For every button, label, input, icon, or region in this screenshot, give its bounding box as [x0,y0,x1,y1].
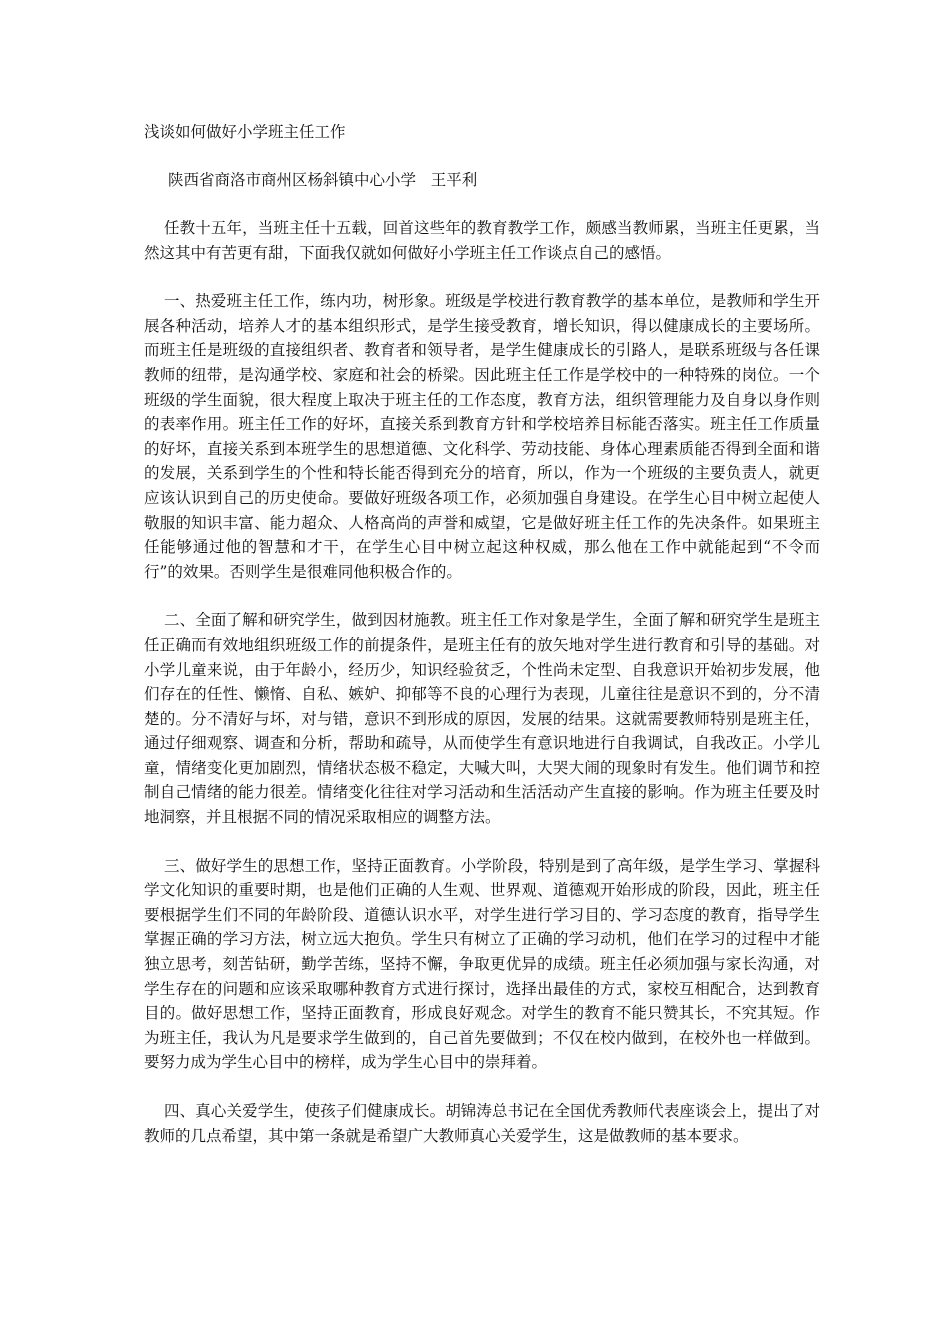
paragraph-section-4: 四、真心关爱学生，使孩子们健康成长。胡锦涛总书记在全国优秀教师代表座谈会上，提出了对教师的几点希望，其中第一条就是希望广大教师真心关爱学生，这是做教师的基本要求。 [144,1102,820,1145]
document-author: 陕西省商洛市商州区杨斜镇中心小学 王平利 [168,171,478,189]
paragraph-section-1: 一、热爱班主任工作，练内功，树形象。班级是学校进行教育教学的基本单位，是教师和学生开展各种活动，培养人才的基本组织形式，是学生接受教育，增长知识，得以健康成长的主要场所。而班主任是班级的直接组织者、教育者和领导者，是学生健康成长的引路人，是联系班级与各任课教师的纽带，是沟通学校、家庭和社会的桥梁。因此班主任工作是学校中的一种特殊的岗位。一个班级的学生面貌，很大程度上取决于班主任的工作态度，教育方法，组织管理能力及自身以身作则的表率作用。班主任工作的好坏，直接关系到教育方针和学校培养目标能否落实。班主任工作质量的好坏，直接关系到本班学生的思想道德、文化科学、劳动技能、身体心理素质能否得到全面和谐的发展，关系到学生的个性和特长能否得到充分的培育，所以，作为一个班级的主要负责人，就更应该认识到自己的历史使命。要做好班级各项工作，必须加强自身建设。在学生心目中树立起使人敬服的知识丰富、能力超众、人格高尚的声誉和威望，它是做好班主任工作的先决条件。如果班主任能够通过他的智慧和才干，在学生心目中树立起这种权威，那么他在工作中就能起到“不令而行”的效果。否则学生是很难同他积极合作的。 [144,292,820,581]
document-title: 浅谈如何做好小学班主任工作 [144,123,346,141]
paragraph-section-2: 二、全面了解和研究学生，做到因材施教。班主任工作对象是学生，全面了解和研究学生是班主任正确而有效地组织班级工作的前提条件，是班主任有的放矢地对学生进行教育和引导的基础。对小学儿童来说，由于年龄小，经历少，知识经验贫乏，个性尚未定型、自我意识开始初步发展，他们存在的任性、懒惰、自私、嫉妒、抑郁等不良的心理行为表现，儿童往往是意识不到的，分不清楚的。分不清好与坏，对与错，意识不到形成的原因，发展的结果。这就需要教师特别是班主任，通过仔细观察、调查和分析，帮助和疏导，从而使学生有意识地进行自我调试，自我改正。小学儿童，情绪变化更加剧烈，情绪状态极不稳定，大喊大叫，大哭大闹的现象时有发生。他们调节和控制自己情绪的能力很差。情绪变化往往对学习活动和生活活动产生直接的影响。作为班主任要及时地洞察，并且根据不同的情况采取相应的调整方法。 [144,611,820,827]
paragraph-section-3: 三、做好学生的思想工作，坚持正面教育。小学阶段，特别是到了高年级，是学生学习、掌握科学文化知识的重要时期，也是他们正确的人生观、世界观、道德观开始形成的阶段，因此，班主任要根据学生们不同的年龄阶段、道德认识水平，对学生进行学习目的、学习态度的教育，指导学生掌握正确的学习方法，树立远大抱负。学生只有树立了正确的学习动机，他们在学习的过程中才能独立思考，刻苦钻研，勤学苦练，坚持不懈，争取更优异的成绩。班主任必须加强与家长沟通，对学生存在的问题和应该采取哪种教育方式进行探讨，选择出最佳的方式，家校互相配合，达到教育目的。做好思想工作，坚持正面教育，形成良好观念。对学生的教育不能只赞其长，不究其短。作为班主任，我认为凡是要求学生做到的，自己首先要做到；不仅在校内做到，在校外也一样做到。要努力成为学生心目中的榜样，成为学生心目中的崇拜着。 [144,856,820,1072]
paragraph-intro: 任教十五年，当班主任十五载，回首这些年的教育教学工作，颇感当教师累，当班主任更累，当然这其中有苦更有甜，下面我仅就如何做好小学班主任工作谈点自己的感悟。 [144,219,820,262]
document-page [144,118,820,1172]
